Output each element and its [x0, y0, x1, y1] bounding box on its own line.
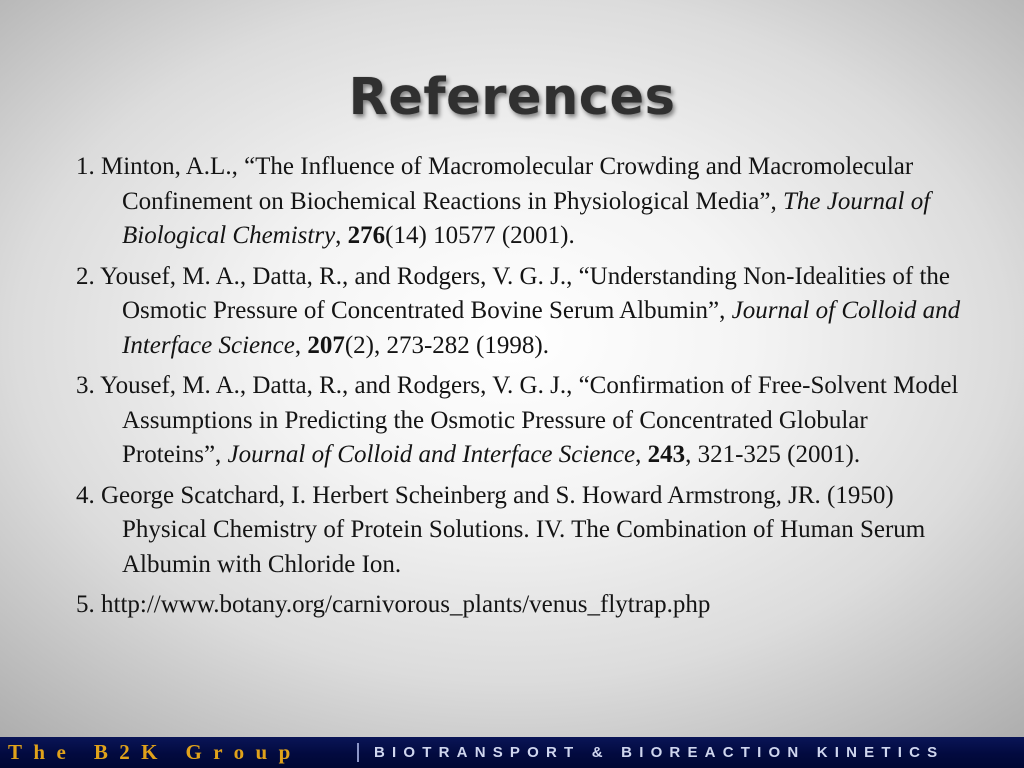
volume-number: 243: [647, 441, 686, 468]
reference-text: Minton, A.L., “The Influence of Macromolecular Crowding and Macromolecular Confinement on Biochemical Reactions in Physiological Media”,: [94, 153, 914, 215]
reference-issue-pages: , 321-325 (2001).: [685, 441, 861, 468]
reference-item-4: [76, 479, 972, 583]
reference-item-2: [76, 260, 972, 364]
reference-item-1: [76, 150, 972, 254]
reference-separator: ,: [335, 222, 348, 249]
reference-item-5: [76, 588, 972, 623]
reference-list: [76, 150, 972, 629]
reference-text: Yousef, M. A., Datta, R., and Rodgers, V. G. J., “Understanding Non-Idealities of the Osmotic Pressure of Concentrated Bovine Serum Albumin”,: [94, 262, 950, 324]
group-name: The B2K Group: [8, 740, 302, 764]
volume-number: 276: [347, 222, 386, 249]
slide-title: References: [348, 68, 676, 127]
footer-subtitle: BIOTRANSPORT & BIOREACTION KINETICS: [374, 744, 945, 761]
reference-number: 2.: [76, 262, 95, 290]
reference-separator: ,: [294, 331, 308, 359]
journal-title: The Journal of Biological Chemistry: [122, 187, 931, 249]
journal-title: Journal of Colloid and Interface Science: [227, 441, 636, 468]
volume-number: 207: [307, 331, 345, 359]
reference-url: http://www.botany.org/carnivorous_plants/venus_flytrap.php: [94, 591, 711, 618]
footer-bar: [0, 737, 1024, 768]
reference-item-3: [76, 369, 972, 473]
reference-number: 3.: [76, 372, 95, 399]
footer-divider: [357, 743, 359, 762]
journal-title: Journal of Colloid and Interface Science: [122, 297, 961, 359]
reference-number: 1.: [76, 153, 95, 180]
reference-text: George Scatchard, I. Herbert Scheinberg and S. Howard Armstrong, JR. (1950) Physical Chemistry of Protein Solutions. IV. The Combination of Human Serum Albumin with Chloride Ion.: [94, 481, 926, 578]
reference-number: 4.: [76, 481, 95, 509]
reference-issue-pages: (14) 10577 (2001).: [385, 222, 575, 249]
reference-issue-pages: (2), 273-282 (1998).: [344, 331, 549, 359]
reference-text: Yousef, M. A., Datta, R., and Rodgers, V. G. J., “Confirmation of Free-Solvent Model Assumptions in Predicting the Osmotic Pressure of Concentrated Globular Proteins”,: [94, 372, 959, 468]
reference-separator: ,: [635, 441, 648, 468]
reference-number: 5.: [76, 591, 95, 618]
